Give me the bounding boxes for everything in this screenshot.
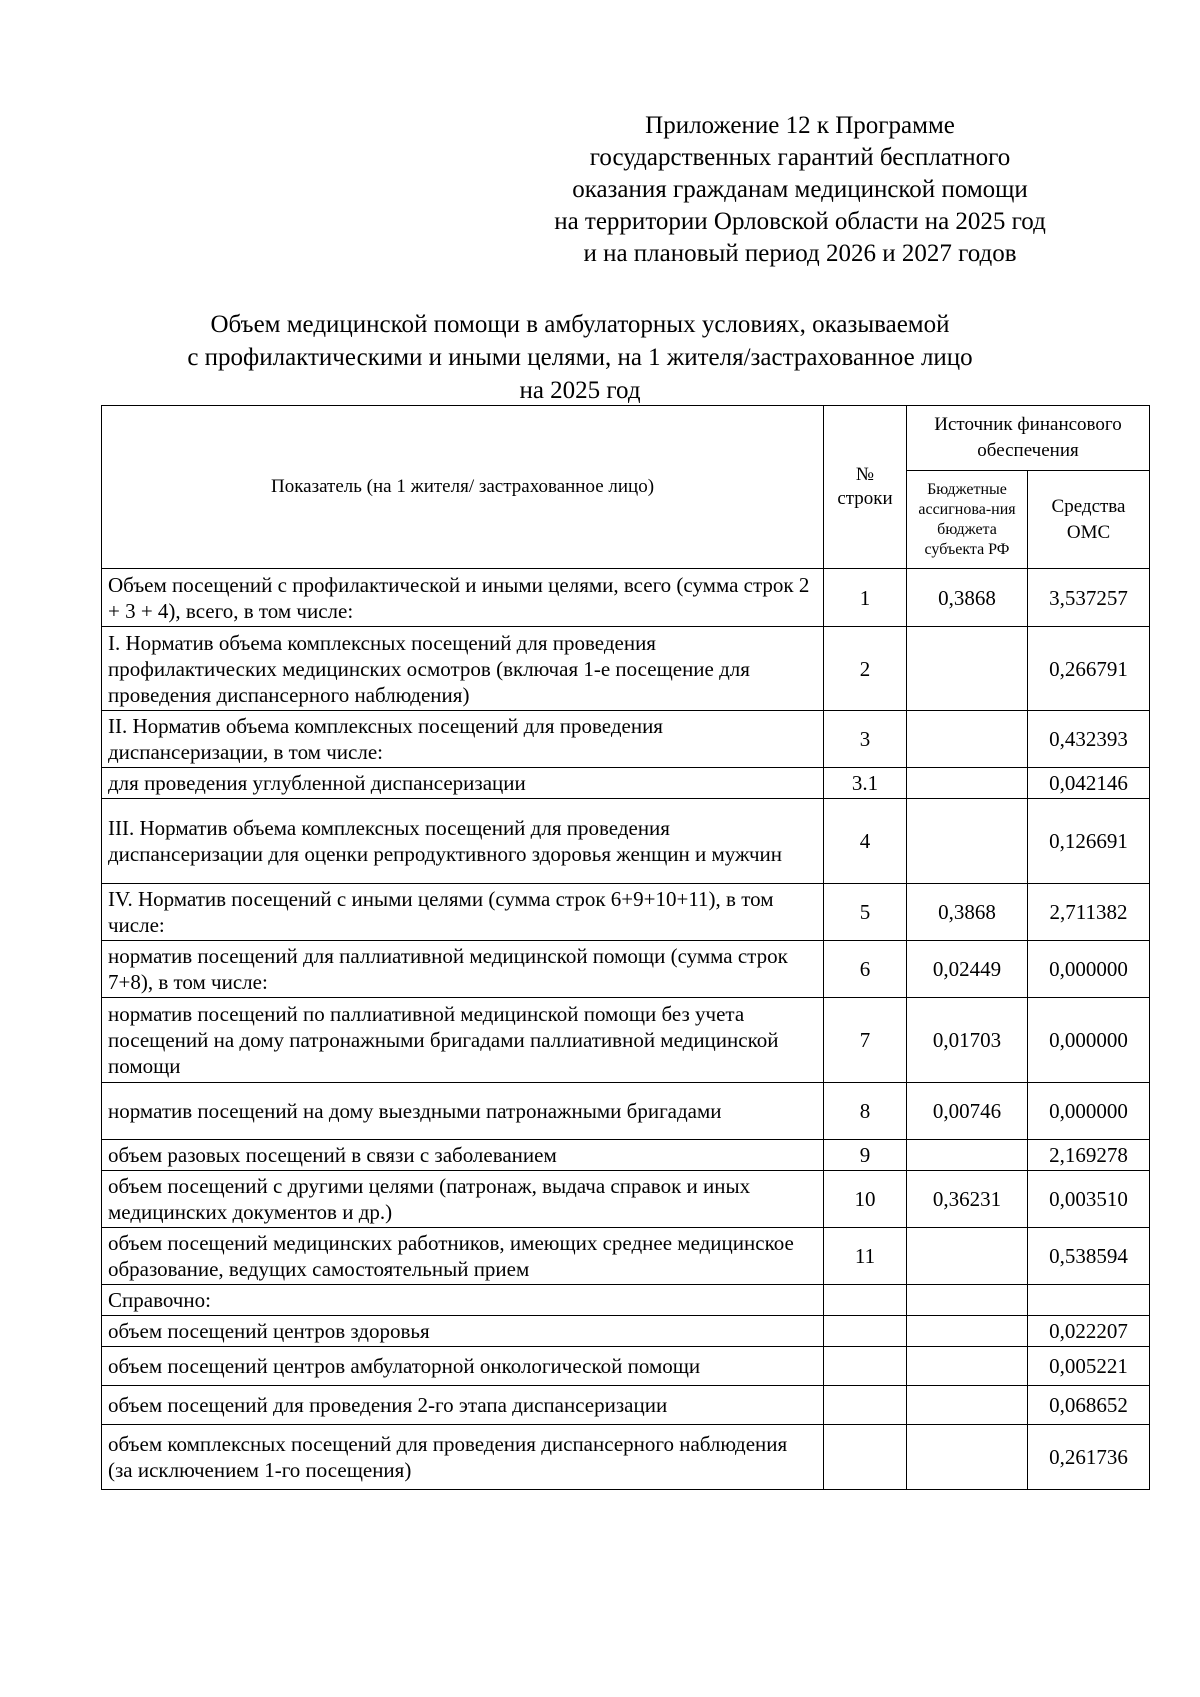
- appendix-line: на территории Орловской области на 2025 год: [554, 208, 1046, 235]
- indicator-cell: IV. Норматив посещений с иными целями (сумма строк 6+9+10+11), в том числе:: [102, 884, 824, 941]
- budget-value-cell: [907, 1347, 1028, 1386]
- row-number-cell: [824, 1386, 907, 1425]
- indicator-cell: объем посещений центров амбулаторной онкологической помощи: [102, 1347, 824, 1386]
- oms-value-cell: 3,537257: [1028, 569, 1150, 627]
- volume-table: [101, 405, 1150, 1490]
- budget-value-cell: [907, 1140, 1028, 1171]
- table-row: [102, 998, 1150, 1083]
- table-row: [102, 1171, 1150, 1228]
- budget-value-cell: [907, 1228, 1028, 1285]
- table-row: [102, 1316, 1150, 1347]
- row-number-cell: 6: [824, 941, 907, 998]
- budget-value-cell: 0,02449: [907, 941, 1028, 998]
- table-row: [102, 1083, 1150, 1140]
- indicator-cell: I. Норматив объема комплексных посещений для проведения профилактических медицинских осмотров (включая 1-е посещение для проведения диспансерного наблюдения): [102, 627, 824, 711]
- header-row-number: № строки: [824, 406, 907, 569]
- oms-value-cell: 2,169278: [1028, 1140, 1150, 1171]
- indicator-cell: III. Норматив объема комплексных посещений для проведения диспансеризации для оценки репродуктивного здоровья женщин и мужчин: [102, 799, 824, 884]
- row-number-cell: 2: [824, 627, 907, 711]
- row-number-cell: 11: [824, 1228, 907, 1285]
- table-row: [102, 1140, 1150, 1171]
- appendix-line: Приложение 12 к Программе: [645, 112, 955, 139]
- oms-value-cell: 0,000000: [1028, 998, 1150, 1083]
- oms-value-cell: 2,711382: [1028, 884, 1150, 941]
- budget-value-cell: [907, 711, 1028, 768]
- budget-value-cell: [907, 1386, 1028, 1425]
- row-number-cell: [824, 1425, 907, 1490]
- indicator-cell: объем посещений центров здоровья: [102, 1316, 824, 1347]
- oms-value-cell: 0,003510: [1028, 1171, 1150, 1228]
- oms-value-cell: 0,538594: [1028, 1228, 1150, 1285]
- table-row: [102, 1386, 1150, 1425]
- indicator-cell: объем посещений с другими целями (патронаж, выдача справок и иных медицинских документов и др.): [102, 1171, 824, 1228]
- budget-value-cell: 0,3868: [907, 569, 1028, 627]
- indicator-cell: объем разовых посещений в связи с заболеванием: [102, 1140, 824, 1171]
- budget-value-cell: 0,01703: [907, 998, 1028, 1083]
- header-funding-source: Источник финансового обеспечения: [907, 406, 1150, 471]
- table-row: [102, 884, 1150, 941]
- oms-value-cell: 0,042146: [1028, 768, 1150, 799]
- budget-value-cell: 0,36231: [907, 1171, 1028, 1228]
- table-row: [102, 799, 1150, 884]
- oms-value-cell: 0,022207: [1028, 1316, 1150, 1347]
- budget-value-cell: [907, 1316, 1028, 1347]
- indicator-cell: норматив посещений на дому выездными патронажными бригадами: [102, 1083, 824, 1140]
- title-line: с профилактическими и иными целями, на 1 жителя/застрахованное лицо: [187, 344, 973, 371]
- indicator-cell: объем посещений для проведения 2-го этапа диспансеризации: [102, 1386, 824, 1425]
- row-number-cell: 5: [824, 884, 907, 941]
- table-row: [102, 1285, 1150, 1316]
- appendix-line: государственных гарантий бесплатного: [589, 144, 1011, 171]
- row-number-cell: 4: [824, 799, 907, 884]
- header-oms: Средства ОМС: [1028, 471, 1150, 569]
- header-budget: Бюджетные ассигнова-ния бюджета субъекта РФ: [907, 471, 1028, 569]
- appendix-line: и на плановый период 2026 и 2027 годов: [583, 240, 1017, 267]
- table-row: [102, 941, 1150, 998]
- oms-value-cell: 0,000000: [1028, 1083, 1150, 1140]
- table-row: [102, 569, 1150, 627]
- budget-value-cell: [907, 1425, 1028, 1490]
- budget-value-cell: 0,3868: [907, 884, 1028, 941]
- budget-value-cell: [907, 799, 1028, 884]
- row-number-cell: [824, 1316, 907, 1347]
- table-row: [102, 1347, 1150, 1386]
- table-row: [102, 768, 1150, 799]
- indicator-cell: II. Норматив объема комплексных посещений для проведения диспансеризации, в том числе:: [102, 711, 824, 768]
- budget-value-cell: [907, 627, 1028, 711]
- table-row: [102, 1425, 1150, 1490]
- indicator-cell: Справочно:: [102, 1285, 824, 1316]
- title-line: Объем медицинской помощи в амбулаторных условиях, оказываемой: [210, 311, 950, 338]
- document-title: [130, 308, 1030, 407]
- budget-value-cell: [907, 768, 1028, 799]
- row-number-cell: 1: [824, 569, 907, 627]
- oms-value-cell: [1028, 1285, 1150, 1316]
- row-number-cell: [824, 1285, 907, 1316]
- oms-value-cell: 0,432393: [1028, 711, 1150, 768]
- header-indicator: Показатель (на 1 жителя/ застрахованное лицо): [102, 406, 824, 569]
- oms-value-cell: 0,068652: [1028, 1386, 1150, 1425]
- row-number-cell: 7: [824, 998, 907, 1083]
- row-number-cell: [824, 1347, 907, 1386]
- table-row: [102, 711, 1150, 768]
- appendix-header: [470, 110, 1130, 270]
- oms-value-cell: 0,266791: [1028, 627, 1150, 711]
- table-header: [102, 406, 1150, 569]
- indicator-cell: норматив посещений по паллиативной медицинской помощи без учета посещений на дому патронажными бригадами паллиативной медицинской помощи: [102, 998, 824, 1083]
- indicator-cell: норматив посещений для паллиативной медицинской помощи (сумма строк 7+8), в том числе:: [102, 941, 824, 998]
- oms-value-cell: 0,261736: [1028, 1425, 1150, 1490]
- oms-value-cell: 0,005221: [1028, 1347, 1150, 1386]
- appendix-line: оказания гражданам медицинской помощи: [572, 176, 1028, 203]
- indicator-cell: объем посещений медицинских работников, имеющих среднее медицинское образование, ведущих самостоятельный прием: [102, 1228, 824, 1285]
- budget-value-cell: [907, 1285, 1028, 1316]
- row-number-cell: 3: [824, 711, 907, 768]
- oms-value-cell: 0,000000: [1028, 941, 1150, 998]
- budget-value-cell: 0,00746: [907, 1083, 1028, 1140]
- row-number-cell: 8: [824, 1083, 907, 1140]
- table-row: [102, 1228, 1150, 1285]
- title-line: на 2025 год: [519, 377, 641, 404]
- row-number-cell: 9: [824, 1140, 907, 1171]
- oms-value-cell: 0,126691: [1028, 799, 1150, 884]
- row-number-cell: 10: [824, 1171, 907, 1228]
- indicator-cell: объем комплексных посещений для проведения диспансерного наблюдения (за исключением 1-го посещения): [102, 1425, 824, 1490]
- table-row: [102, 627, 1150, 711]
- indicator-cell: для проведения углубленной диспансеризации: [102, 768, 824, 799]
- indicator-cell: Объем посещений с профилактической и иными целями, всего (сумма строк 2 + 3 + 4), всего, в том числе:: [102, 569, 824, 627]
- row-number-cell: 3.1: [824, 768, 907, 799]
- table-body: [102, 569, 1150, 1490]
